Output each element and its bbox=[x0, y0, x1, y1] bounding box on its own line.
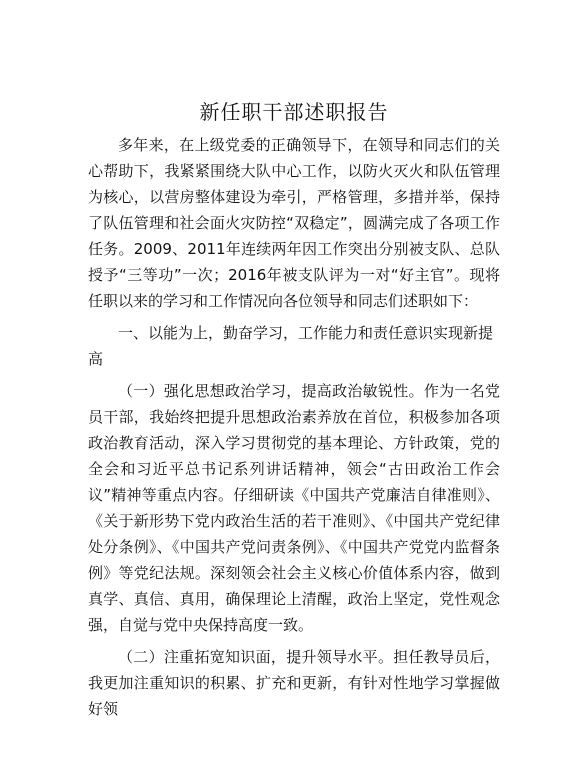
subsection-paragraph-2: （二）注重拓宽知识面，提升领导水平。担任教导员后，我更加注重知识的积累、扩充和更新，有针对性地学习掌握做好领 bbox=[88, 648, 500, 718]
subsection-paragraph-1: （一）强化思想政治学习，提高政治敏锐性。作为一名党员干部，我始终把提升思想政治素养放在首位，积极参加各项政治教育活动，深入学习贯彻党的基本理论、方针政策，党的全会和习近平总书记系列讲话精神，领会“古田政治工作会议”精神等重点内容。仔细研读《中国共产党廉洁自律准则》、《关于新形势下党内政治生活的若干准则》、《中国共产党纪律处分条例》、《中国共产党问责条例》、《中国共产党党内监督条例》等党纪法规。深刻领会社会主义核心价值体系内容，做到真学、真信、真用，确保理论上清醒，政治上坚定，党性观念强，自觉与党中央保持高度一致。 bbox=[88, 382, 500, 634]
document-title: 新任职干部述职报告 bbox=[199, 100, 389, 124]
section-heading-1: 一、以能为上，勤奋学习，工作能力和责任意识实现新提高 bbox=[88, 324, 494, 368]
intro-paragraph: 多年来，在上级党委的正确领导下，在领导和同志们的关心帮助下，我紧紧围绕大队中心工作，以防火灭火和队伍管理为核心，以营房整体建设为牵引，严格管理，多措并举，保持了队伍管理和社会面火灾防控“双稳定”，圆满完成了各项工作任务。2009、2011年连续两年因工作突出分别被支队、总队授予“三等功”一次；2016年被支队评为一对“好主官”。现将任职以来的学习和工作情况向各位领导和同志们述职如下： bbox=[88, 136, 500, 310]
